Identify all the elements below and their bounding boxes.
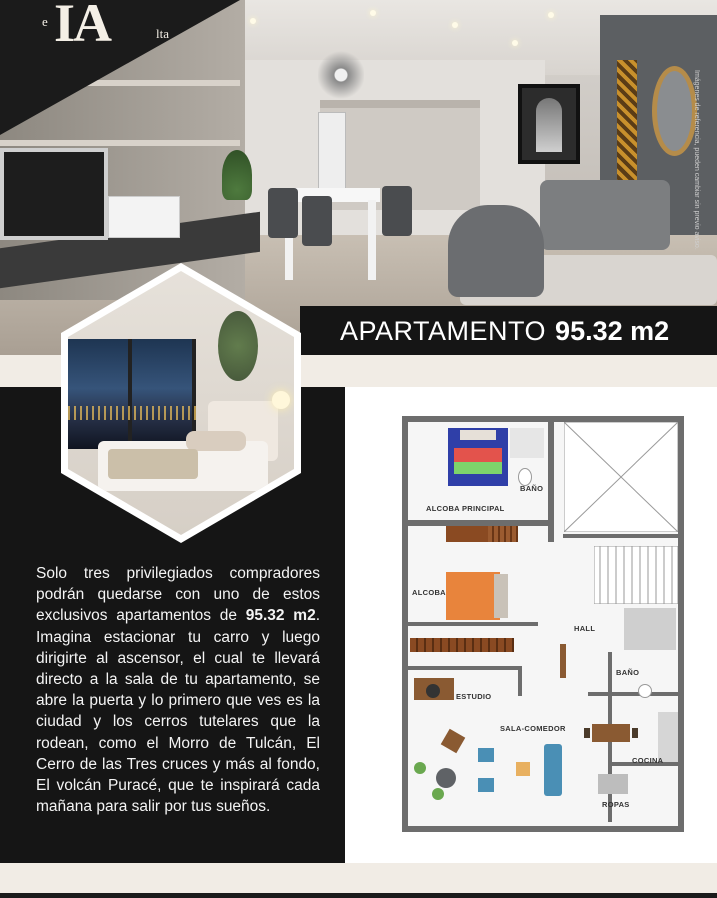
bedroom-window [68, 339, 196, 449]
label-cocina: COCINA [632, 756, 664, 765]
round-table [436, 768, 456, 788]
master-bed-blanket [454, 448, 502, 462]
label-bano-2: BAÑO [616, 668, 640, 677]
plan-wall [408, 622, 538, 626]
decorative-panel [617, 60, 637, 185]
ceiling-light [512, 40, 518, 46]
dining-chair [382, 186, 412, 236]
dining-table [592, 724, 630, 742]
toilet [638, 684, 652, 698]
floorplan [402, 416, 684, 832]
ceiling-light [250, 18, 256, 24]
label-estudio: ESTUDIO [456, 692, 492, 701]
label-bano-1: BAÑO [520, 484, 544, 493]
hall-console [560, 644, 566, 678]
image-disclaimer: Imágenes de referencia, pueden cambiar sin previo aviso. [693, 70, 700, 250]
sofa [540, 180, 670, 250]
table-leg [368, 200, 376, 280]
dining-chair [632, 728, 638, 738]
city-lights [68, 406, 196, 420]
ceiling-light [452, 22, 458, 28]
computer-monitor [0, 148, 108, 240]
description-highlight: 95.32 m2 [245, 607, 316, 625]
label-alcoba: ALCOBA [412, 588, 446, 597]
shelf [0, 140, 240, 146]
plan-wall [563, 534, 678, 538]
ceiling-light [370, 10, 376, 16]
title-size: 95.32 m2 [555, 315, 670, 346]
title-word: APARTAMENTO [340, 315, 547, 346]
second-bed [446, 572, 500, 620]
brand-name: IA [54, 0, 111, 53]
wall-art [518, 84, 580, 164]
master-bed-throw [454, 462, 502, 474]
pillow [186, 431, 246, 451]
dining-chair [584, 728, 590, 738]
shower [510, 428, 544, 458]
armchair [448, 205, 544, 297]
plan-wall [548, 422, 554, 542]
label-sala-comedor: SALA-COMEDOR [500, 724, 566, 733]
master-bed-pillows [460, 430, 496, 440]
elevator-lobby [624, 608, 676, 650]
elevator-shaft [564, 422, 678, 532]
plan-wall [408, 666, 518, 670]
kitchen-counter [658, 712, 678, 762]
apartment-title-band [300, 306, 717, 356]
wardrobe [410, 638, 514, 652]
plan-wall [588, 692, 678, 696]
plan-wall [518, 666, 522, 696]
brand-logo [42, 0, 169, 54]
printer [108, 196, 180, 238]
brand-suffix: lta [156, 26, 169, 41]
side-chair [441, 729, 466, 754]
bed-throw [108, 449, 198, 479]
bottom-dark-line [0, 893, 717, 898]
apartment-description: Solo tres privilegiados compradores podrán quedarse con uno de estos exclusivos apartamentos de 95.32 m2. Imagina estacionar tu carro y luego dirigirte al ascensor, el cual te llevará directo a la sala de tu apartamento, se abre la puerta y lo primero que ves es la ciudad y los cerros tutelares que la rodean, como el Morro de Tulcán, El Cerro de las Tres cruces y más al fondo, El volcán Puracé, que te inspirará cada mañana para salir por tus sueños. [36, 565, 320, 816]
study-chair [426, 684, 440, 698]
armchair [478, 748, 494, 762]
label-alcoba-principal: ALCOBA PRINCIPAL [426, 504, 505, 513]
window-frame [128, 339, 132, 449]
plant [414, 762, 426, 774]
round-mirror [652, 66, 697, 156]
potted-plant [222, 150, 252, 200]
second-bed-pillows [494, 574, 508, 618]
plant [432, 788, 444, 800]
brand-prefix: e [42, 14, 48, 29]
laundry-unit [598, 774, 628, 794]
hanging-plant [218, 311, 258, 381]
label-ropas: ROPAS [602, 800, 630, 809]
dining-chair [268, 188, 298, 238]
armchair [478, 778, 494, 792]
ceiling-light [548, 12, 554, 18]
wall-lamp [272, 391, 290, 409]
wardrobe [488, 526, 518, 542]
label-hall: HALL [574, 624, 596, 633]
brand-corner-triangle [0, 0, 240, 135]
coffee-table [516, 762, 530, 776]
dining-chair [302, 196, 332, 246]
sofa [544, 744, 562, 796]
pendant-lamp [318, 40, 364, 110]
stairs [594, 546, 678, 604]
